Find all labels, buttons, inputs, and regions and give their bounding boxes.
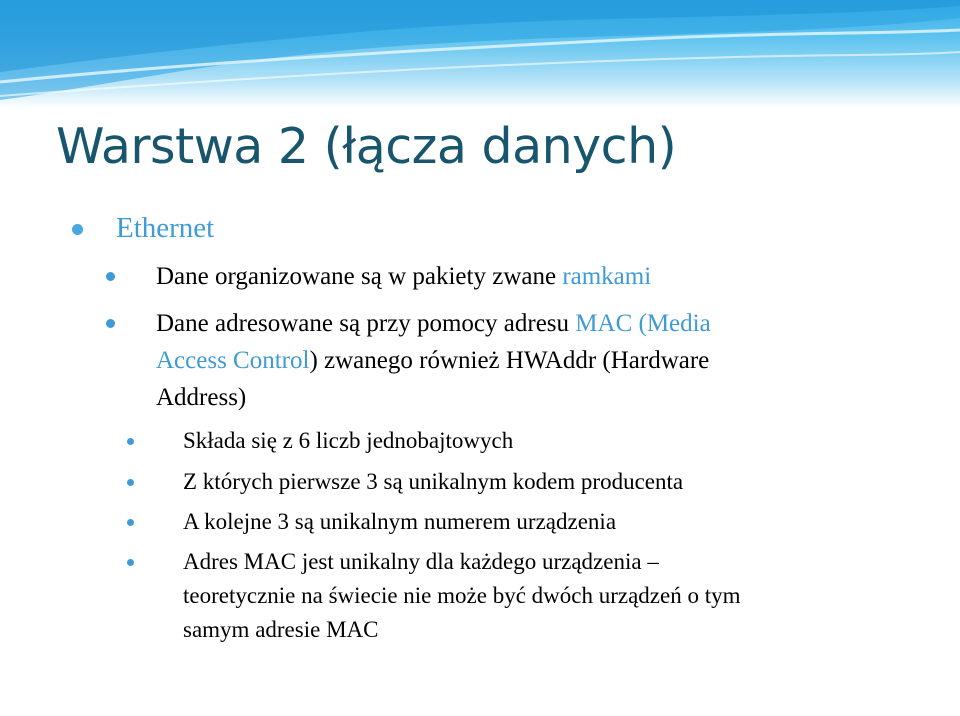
list-item-device-number [183,505,616,539]
bullet-icon [72,224,83,235]
list-item-text: Dane adresowane są przy pomocy adresu [156,310,576,337]
list-item-line: samym adresie MAC [183,617,379,642]
list-item-text: A kolejne 3 są unikalnym numerem urządzenia [183,509,617,534]
list-item-unique-mac [183,545,741,647]
highlight-term: ramkami [562,263,652,290]
list-item-text: Dane organizowane są w pakiety zwane [156,263,563,290]
list-item-text: Z których pierwsze 3 są unikalnym kodem producenta [183,469,684,494]
list-item-text: ) zwanego również HWAddr (Hardware [309,347,710,374]
bullet-icon [127,438,134,445]
list-item-six-bytes [183,424,513,458]
bullet-icon [127,519,134,526]
list-item-text: Składa się z 6 liczb jednobajtowych [183,428,514,453]
list-item-frames [156,258,651,295]
bullet-icon [127,479,134,486]
list-item-label: Ethernet [116,212,215,244]
bullet-icon [106,319,115,328]
bullet-icon [106,272,115,281]
highlight-term: MAC (Media [575,310,711,337]
slide-title: Warstwa 2 (łącza danych) [56,118,677,175]
list-item-line: teoretycznie na świecie nie może być dwóch urządzeń o tym [183,583,741,608]
list-item-mac-address [156,305,711,416]
header-banner [0,0,960,108]
list-item-line [156,342,711,379]
banner-wave-decoration [0,0,960,108]
list-item-ethernet [116,212,214,245]
highlight-term: Access Control [156,347,310,374]
list-item-line: Address) [156,384,247,411]
bullet-icon [127,559,134,566]
list-item-manufacturer [183,465,683,499]
list-item-line [156,305,711,342]
list-item-line: Adres MAC jest unikalny dla każdego urządzenia – [183,549,659,574]
